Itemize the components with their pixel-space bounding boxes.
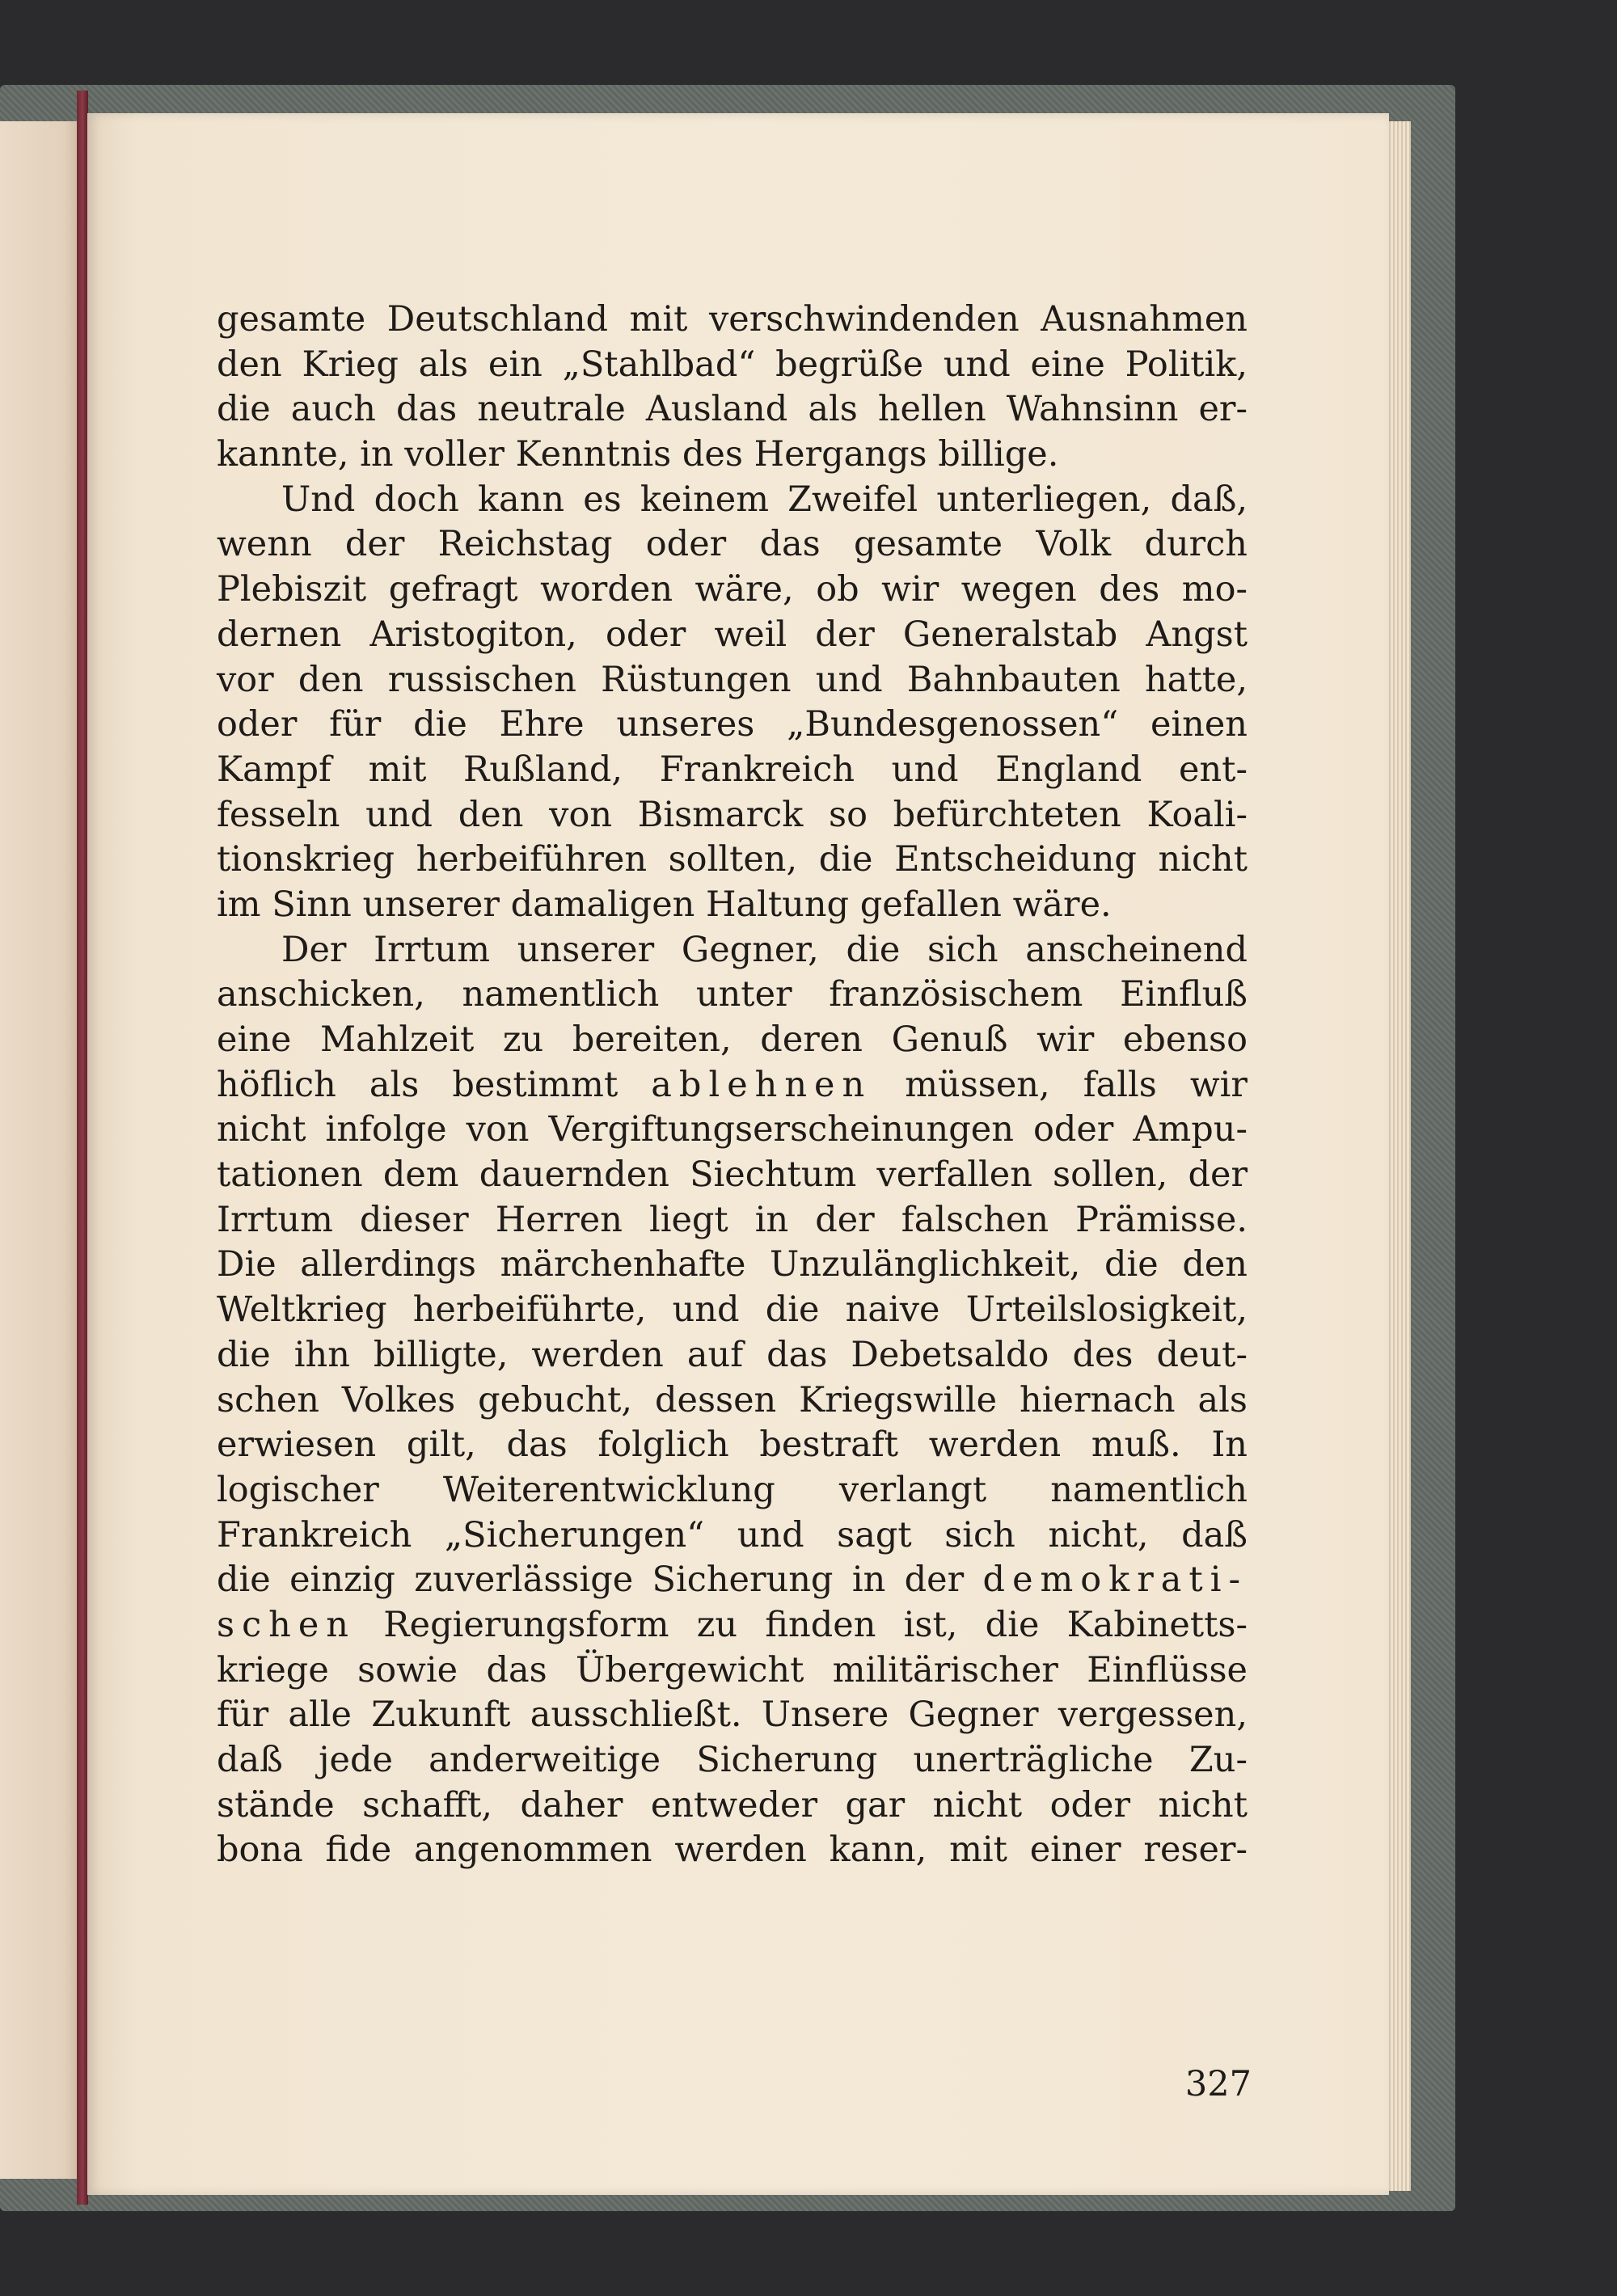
- text-line: fesseln und den von Bismarck so befürchteten Koali-: [217, 794, 1248, 835]
- text-line: die auch das neutrale Ausland als hellen Wahnsinn er-: [217, 389, 1248, 430]
- text-line: für alle Zukunft ausschließt. Unsere Gegner vergessen,: [217, 1695, 1248, 1736]
- text-line: wenn der Reichstag oder das gesamte Volk durch: [217, 524, 1248, 565]
- text-line: schen Volkes gebucht, dessen Kriegswille hiernach als: [217, 1379, 1248, 1420]
- text-line: oder für die Ehre unseres „Bundesgenossen“ einen: [217, 704, 1248, 745]
- text-line: dernen Aristogiton, oder weil der Generalstab Angst: [217, 614, 1248, 655]
- text-line: stände schafft, daher entweder gar nicht oder nicht: [217, 1784, 1248, 1825]
- page-number: 327: [1184, 2064, 1252, 2104]
- text-line: bona fide angenommen werden kann, mit einer reser-: [217, 1830, 1248, 1871]
- book-binding: [77, 91, 88, 2205]
- text-line: Plebiszit gefragt worden wäre, ob wir wegen des mo-: [217, 569, 1248, 610]
- text-line: vor den russischen Rüstungen und Bahnbauten hatte,: [217, 659, 1248, 700]
- text-line: die ihn billigte, werden auf das Debetsaldo des deut-: [217, 1334, 1248, 1375]
- text-line: kriege sowie das Übergewicht militärischer Einflüsse: [217, 1649, 1248, 1690]
- text-line: nicht infolge von Vergiftungserscheinungen oder Ampu-: [217, 1109, 1248, 1150]
- text-line: eine Mahlzeit zu bereiten, deren Genuß wir ebenso: [217, 1019, 1248, 1060]
- text-line: Irrtum dieser Herren liegt in der falschen Prämisse.: [217, 1199, 1248, 1240]
- text-line: Und doch kann es keinem Zweifel unterliegen, daß,: [281, 479, 1248, 520]
- text-line: erwiesen gilt, das folglich bestraft werden muß. In: [217, 1424, 1248, 1466]
- text-segment: die einzig zuverlässige Sicherung in der: [217, 1560, 965, 1601]
- text-line: [217, 1063, 1248, 1108]
- text-line: daß jede anderweitige Sicherung unerträgliche Zu-: [217, 1740, 1248, 1780]
- text-line: [217, 1603, 1248, 1648]
- text-line: logischer Weiterentwicklung verlangt namentlich: [217, 1469, 1248, 1510]
- text-line: tionskrieg herbeiführen sollten, die Entscheidung nicht: [217, 839, 1248, 880]
- book-page: [87, 113, 1389, 2195]
- text-line: Kampf mit Rußland, Frankreich und England ent-: [217, 749, 1248, 790]
- text-line: gesamte Deutschland mit verschwindenden Ausnahmen: [217, 299, 1248, 340]
- text-line: Frankreich „Sicherungen“ und sagt sich nicht, daß: [217, 1514, 1248, 1555]
- spaced-word: ablehnen: [651, 1064, 872, 1105]
- text-segment: höflich als bestimmt: [217, 1064, 619, 1105]
- text-line: den Krieg als ein „Stahlbad“ begrüße und eine Politik,: [217, 344, 1248, 385]
- spaced-word: demokrati-: [982, 1560, 1248, 1601]
- page-text: [217, 298, 1248, 1873]
- text-line: tationen dem dauernden Siechtum verfallen sollen, der: [217, 1154, 1248, 1196]
- text-line: im Sinn unserer damaligen Haltung gefallen wäre.: [217, 884, 1112, 925]
- text-line: Die allerdings märchenhafte Unzulänglichkeit, die den: [217, 1244, 1248, 1285]
- text-line: Weltkrieg herbeiführte, und die naive Urteilslosigkeit,: [217, 1289, 1248, 1331]
- spaced-word: schen: [217, 1604, 356, 1645]
- text-segment: müssen, falls wir: [905, 1064, 1248, 1105]
- previous-page-edge: [0, 121, 81, 2179]
- text-line: Der Irrtum unserer Gegner, die sich anscheinend: [281, 929, 1248, 970]
- text-segment: Regierungsform zu finden ist, die Kabinetts-: [383, 1604, 1248, 1645]
- text-line: [217, 1558, 1248, 1603]
- text-line: kannte, in voller Kenntnis des Hergangs billige.: [217, 434, 1059, 475]
- text-line: anschicken, namentlich unter französischem Einfluß: [217, 974, 1248, 1015]
